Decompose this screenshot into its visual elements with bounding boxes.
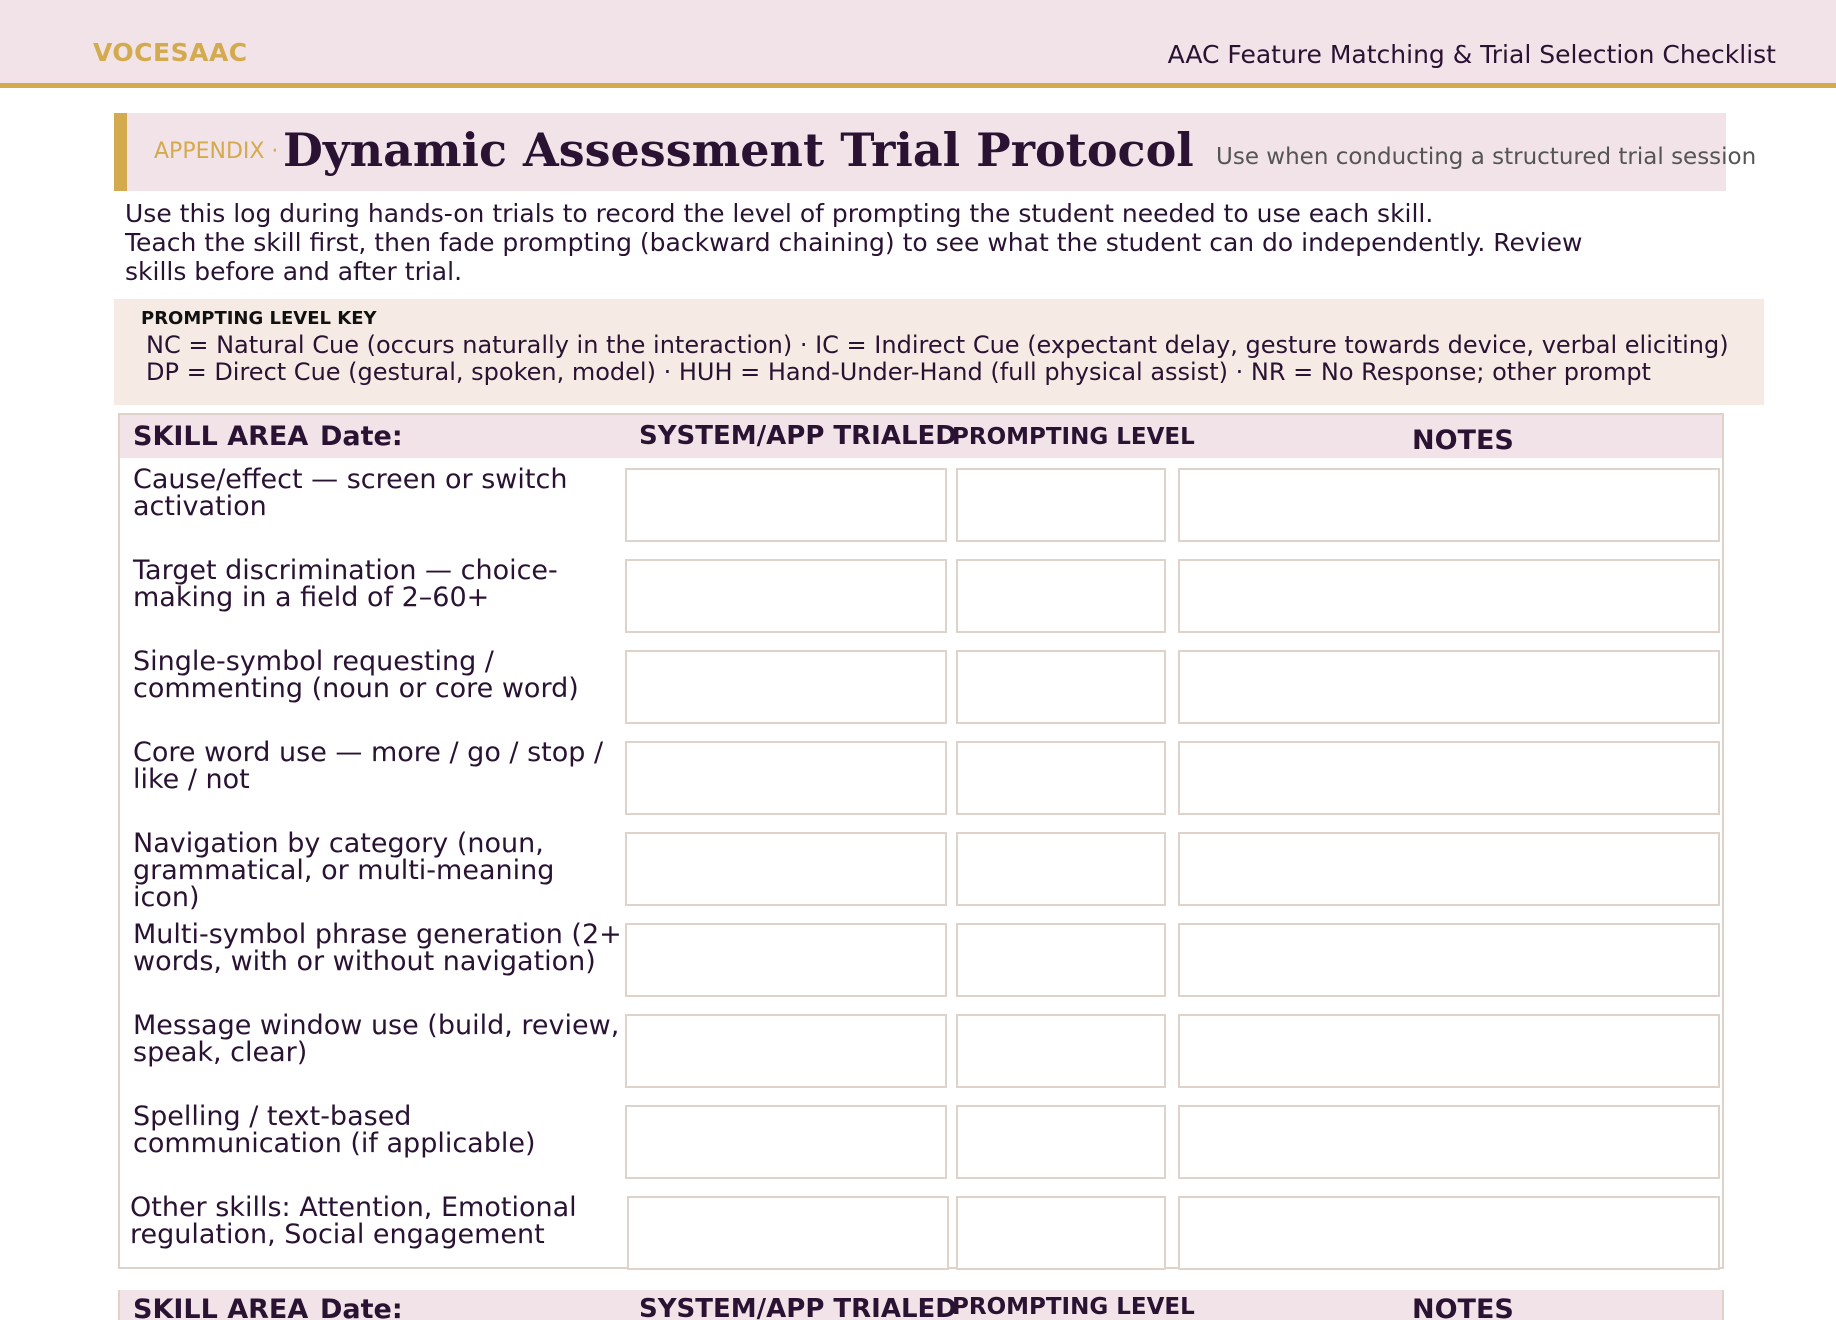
header-skill-area: SKILL AREA xyxy=(133,1294,309,1320)
skill-label-line: Cause/effect — screen or switch xyxy=(133,464,568,495)
table-row xyxy=(120,466,1722,542)
skill-label-line: Other skills: Attention, Emotional xyxy=(130,1192,577,1223)
notes-cell[interactable] xyxy=(1178,1014,1720,1088)
system-app-cell[interactable] xyxy=(627,1196,949,1270)
notes-cell[interactable] xyxy=(1178,923,1720,997)
header-notes: NOTES xyxy=(1412,1294,1514,1320)
skill-label-line: Navigation by category (noun, xyxy=(133,828,544,859)
table-row xyxy=(120,739,1722,815)
header-prompting-level: PROMPTING LEVEL xyxy=(952,424,1195,450)
intro-line: Use this log during hands-on trials to record the level of prompting the student needed to use each skill. xyxy=(125,199,1434,228)
prompting-level-cell[interactable] xyxy=(956,468,1166,542)
table-row xyxy=(120,648,1722,724)
prompting-level-cell[interactable] xyxy=(956,923,1166,997)
notes-cell[interactable] xyxy=(1178,1105,1720,1179)
skill-label xyxy=(130,1194,620,1248)
prompting-level-cell[interactable] xyxy=(956,559,1166,633)
notes-cell[interactable] xyxy=(1178,741,1720,815)
section-title-band xyxy=(114,113,1757,191)
system-app-cell[interactable] xyxy=(625,923,947,997)
skill-label-line: activation xyxy=(133,491,267,522)
prompting-level-cell[interactable] xyxy=(956,1105,1166,1179)
intro-paragraph xyxy=(125,199,1645,286)
header-system-app: SYSTEM/APP TRIALED xyxy=(639,1294,957,1320)
skill-label xyxy=(133,1103,623,1157)
table-row xyxy=(120,828,1722,913)
skill-label-line: regulation, Social engagement xyxy=(130,1219,545,1250)
intro-line: skills before and after trial. xyxy=(125,257,463,286)
skill-label-line: Single-symbol requesting / xyxy=(133,646,494,677)
skill-label xyxy=(133,921,623,975)
prompting-level-cell[interactable] xyxy=(956,650,1166,724)
notes-cell[interactable] xyxy=(1178,650,1720,724)
skill-label-line: grammatical, or multi-meaning icon) xyxy=(133,855,555,913)
skill-label xyxy=(133,557,623,611)
table-row xyxy=(120,1194,1722,1270)
prompting-level-cell[interactable] xyxy=(956,1014,1166,1088)
skill-label-line: Message window use (build, review, xyxy=(133,1010,620,1041)
prompting-level-cell[interactable] xyxy=(956,1196,1166,1270)
skill-label-line: communication (if applicable) xyxy=(133,1128,536,1159)
system-app-cell[interactable] xyxy=(625,832,947,906)
table-row xyxy=(120,557,1722,633)
skill-label-line: commenting (noun or core word) xyxy=(133,673,579,704)
appendix-tag: APPENDIX · xyxy=(154,139,279,164)
skill-label-line: words, with or without navigation) xyxy=(133,946,596,977)
header-date: Date: xyxy=(320,421,403,452)
section-title: Dynamic Assessment Trial Protocol xyxy=(283,123,1194,177)
system-app-cell[interactable] xyxy=(625,741,947,815)
header-skill-area: SKILL AREA xyxy=(133,421,309,452)
skill-label-line: speak, clear) xyxy=(133,1037,308,1068)
system-app-cell[interactable] xyxy=(625,559,947,633)
skill-label-line: Spelling / text-based xyxy=(133,1101,412,1132)
notes-cell[interactable] xyxy=(1178,559,1720,633)
skill-label xyxy=(133,648,623,702)
header-notes: NOTES xyxy=(1412,425,1514,456)
key-heading: PROMPTING LEVEL KEY xyxy=(141,308,377,329)
skill-label-line: like / not xyxy=(133,764,250,795)
header-prompting-level: PROMPTING LEVEL xyxy=(952,1294,1195,1320)
header-date: Date: xyxy=(320,1294,403,1320)
table-header xyxy=(120,415,1722,458)
notes-cell[interactable] xyxy=(1178,1196,1720,1270)
notes-cell[interactable] xyxy=(1178,832,1720,906)
section-note: Use when conducting a structured trial session xyxy=(1216,144,1757,170)
skill-label xyxy=(133,1012,623,1066)
continued-table-header xyxy=(118,1290,1724,1320)
system-app-cell[interactable] xyxy=(625,650,947,724)
skill-label-line: Multi-symbol phrase generation (2+ xyxy=(133,919,622,950)
prompting-key-box xyxy=(114,299,1764,405)
system-app-cell[interactable] xyxy=(625,468,947,542)
key-line: NC = Natural Cue (occurs naturally in the interaction) · IC = Indirect Cue (expectant delay, gesture towards device, verbal eliciting) xyxy=(146,331,1729,359)
skill-label-line: Core word use — more / go / stop / xyxy=(133,737,604,768)
brand-logo-text: VOCESAAC xyxy=(93,38,248,67)
prompting-level-cell[interactable] xyxy=(956,832,1166,906)
skill-label-line: making in a field of 2–60+ xyxy=(133,582,490,613)
notes-cell[interactable] xyxy=(1178,468,1720,542)
prompting-level-cell[interactable] xyxy=(956,741,1166,815)
key-line: DP = Direct Cue (gestural, spoken, model) · HUH = Hand-Under-Hand (full physical assist) · NR = No Response; other prompt xyxy=(146,358,1651,386)
table-row xyxy=(120,921,1722,997)
system-app-cell[interactable] xyxy=(625,1105,947,1179)
intro-line: Teach the skill first, then fade prompting (backward chaining) to see what the student can do independently. Review xyxy=(125,228,1583,257)
trial-log-table xyxy=(118,413,1724,1269)
table-row xyxy=(120,1103,1722,1179)
skill-label xyxy=(133,739,623,793)
table-row xyxy=(120,1012,1722,1088)
header-system-app: SYSTEM/APP TRIALED xyxy=(639,421,957,451)
system-app-cell[interactable] xyxy=(625,1014,947,1088)
skill-label xyxy=(133,466,623,520)
skill-label xyxy=(133,830,623,911)
skill-label-line: Target discrimination — choice- xyxy=(133,555,558,586)
page-header xyxy=(0,0,1836,88)
document-title: AAC Feature Matching & Trial Selection Checklist xyxy=(1167,40,1776,69)
